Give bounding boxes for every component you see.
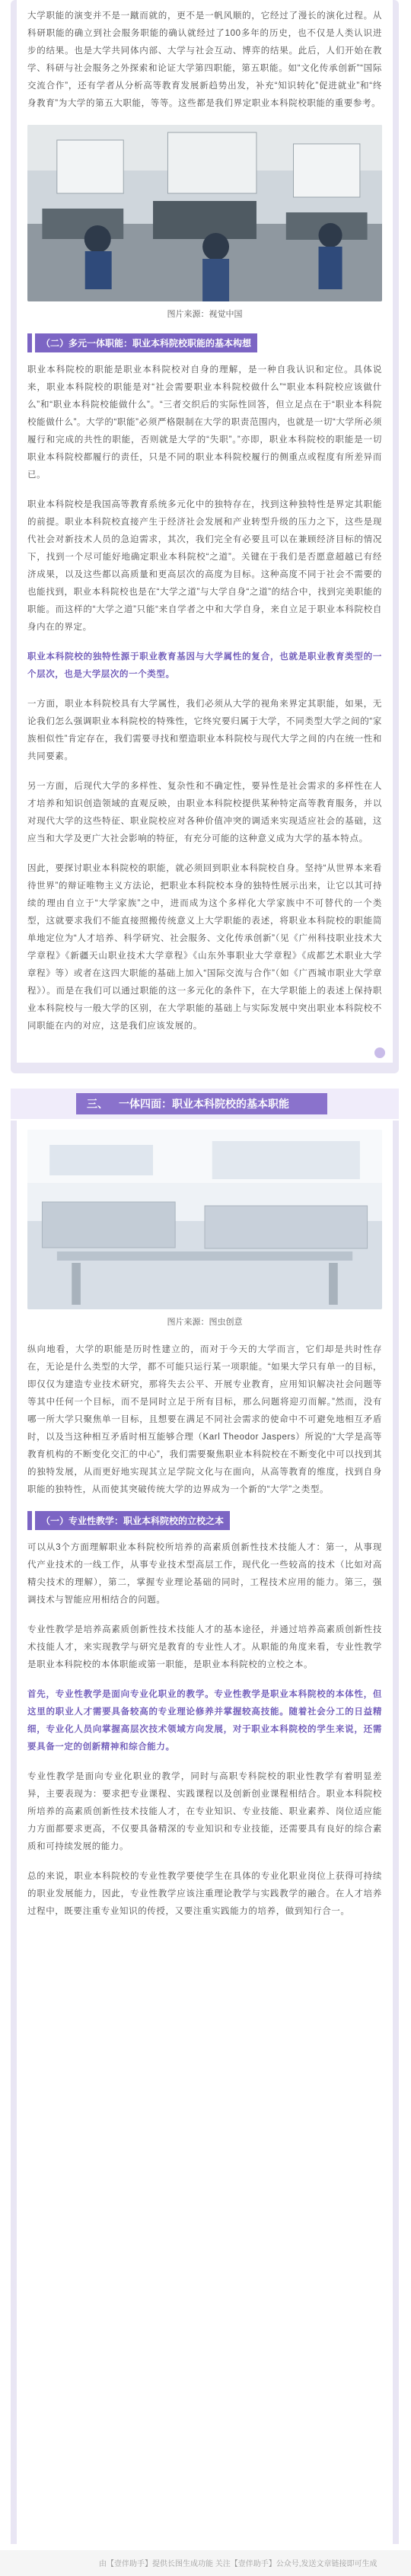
body-paragraph: 专业性教学是面向专业化职业的教学，同时与高职专科院校的职业性教学有着明显差异，主要表现为：要求把专业课程、实践课程以及创新创业课程相结合。职业本科院校所培养的高素质创新性技术技能人才，在专业知识、专业技能、职业素养、岗位适应能力方面都要求更高，不仅要具备精深的专业知识和专业技能，还需要具有良好的综合素质和可持续发展的能力。 [27, 1772, 382, 1851]
section-card-1 [17, 0, 393, 1063]
subsection-heading: （一）专业性教学：职业本科院校的立校之本 [35, 1511, 230, 1530]
footer-text: 由【壹伴助手】提供长图生成功能 关注【壹伴助手】公众号,发送文章链接即可生成 [99, 2560, 378, 2568]
body-paragraph: 可以从3个方面理解职业本科院校所培养的高素质创新性技术技能人才：第一，从事现代产业技术的一线工作，从事专业技术型高层工作，现代化一些较高的技术（比如对高精尖技术的理解），第二，掌握专业理论基础的同时，工程技术应用的能力。第三，强调技术与智能应用相结合的问题。 [27, 1543, 382, 1605]
body-paragraph: 大学职能的演变并不是一蹴而就的，更不是一帆风顺的，它经过了漫长的演化过程。从科研职能的确立到社会服务职能的确认就经过了100多年的历史，也不仅是人类认识进步的结果。也是大学共同体内部、大学与社会互动、博弈的结果。此后，人们开始在教学、科研与社会服务之外探索和论证大学第四职能，第五职能。如“文化传承创新”“国际交流合作”，还有学者从分析高等教育发展新趋势出发，补充“知识转化”促进就业”和“终身教育”为大学的第五大职能，等等。这些都是我们界定职业本科院校职能的重要参考。 [27, 11, 382, 108]
highlight-paragraph: 职业本科院校的独特性源于职业教育基因与大学属性的复合，也就是职业教育类型的一个层次，也是大学层次的一个类型。 [27, 652, 382, 679]
section-heading-tag [76, 1093, 327, 1114]
body-paragraph: 另一方面，后现代大学的多样性、复杂性和不确定性，要异性是社会需求的多样性在人才培养和知识创造领域的直观反映，由职业本科院校提供某种特定高等教育服务，并以对现代大学的这些特征、职业院校应对各种价值冲突的调适来实现适应社会的基础，这应当和大学及更广大社会影响的特征，有充分可能的这种意义成为大学的基本特点。 [27, 782, 382, 843]
highlight-paragraph: 首先，专业性教学是面向专业化职业的教学。专业性教学是职业本科院校的本体性，但这里的职业人才需要具备较高的专业理论修养并掌握较高技能。随着社会分工的日益精细，专业化人员向掌握高层次技术领域方向发展，对于职业本科院校的学生来说，还需要具备一定的创新精神和综合能力。 [27, 1690, 382, 1752]
section-title: 一体四面：职业本科院校的基本职能 [119, 1098, 289, 1110]
section-number: 三、 [87, 1098, 108, 1110]
image-caption: 图片来源：图虫创意 [167, 1318, 243, 1327]
body-paragraph: 专业性教学是培养高素质创新性技术技能人才的基本途径，并通过培养高素质创新性技术技能人才，来实现教学与研究是教育的专业性人才。从职能的角度来看，专业性教学是职业本科院校的本体职能或第一职能，是职业本科院校的立校之本。 [27, 1625, 382, 1669]
body-paragraph: 职业本科院校的职能是职业本科院校对自身的理解，是一种自我认识和定位。具体说来，职业本科院校的职能是对“社会需要职业本科院校做什么”“职业本科院校应该做什么”和“职业本科院校能做什么”。“三者交织后的实际性回答，但立足点在于“职业本科院校能做什么”。大学的“职能”必须严格限制在大学的职责范围内，也就是一切“大学所必须履行和完成的共性的职能，否则就是大学的“失职”。”亦即，职业本科院校的职能是一切职业本科院校都履行的责任，只是不同的职业本科院校履行的侧重点或程度有所差异而已。 [27, 365, 382, 480]
body-paragraph: 职业本科院校是我国高等教育系统多元化中的独特存在，找到这种独特性是界定其职能的前提。职业本科院校直接产生于经济社会发展和产业转型升级的压力之下，这些是现代社会对新技术人员的急迫需求，其次，我们完全有必要且可以在兼顾经济目标的情况下，找到一个尽可能好地确定职业本科院校“之道”。关键在于我们是否愿意超越已有经济成果，以及这些都以高质量和更高层次的高度为目标。这种高度不同于社会不需要的也能找到，职业本科院校也是在“大学之道”与大学自身“之道”的结合中，找到完美职能的职能。而这样的“大学之道”只能“来自学者之中和大学自身，来自立足于职业本科院校自身内在的界定。 [27, 500, 382, 632]
lab-photo-2 [27, 1130, 382, 1309]
body-paragraph: 总的来说，职业本科院校的专业性教学要使学生在具体的专业化职业岗位上获得可持续的职业发展能力，因此，专业性教学应该注重理论教学与实践教学的融合。在人才培养过程中，既要注重专业知识的传授，又要注重实践能力的培养，做到知行合一。 [27, 1872, 382, 1916]
decorative-dot [374, 1047, 385, 1058]
body-paragraph: 一方面，职业本科院校具有大学属性，我们必须从大学的视角来界定其职能，如果，无论我们怎么强调职业本科院校的特殊性，它终究要归属于大学，不同类型大学之间的“家族相似性”肯定存在，我们需要寻找和塑造职业本科院校与现代大学之间的内在统一性和共同要素。 [27, 700, 382, 761]
section-card-3 [17, 1121, 393, 2544]
subsection-heading: （二）多元一体职能：职业本科院校职能的基本构想 [35, 333, 257, 352]
body-paragraph: 纵向地看，大学的职能是历时性建立的，而对于今天的大学而言，它们却是共时性存在，无论是什么类型的大学，都不可能只运行某一项职能。“如果大学只有单一的目标，即仅仅为建造专业技术研究，那将失去公平、开展专业教育，应用知识解决社会问题等等其中任何一个目标，而不是同时立足于所有目标，那么问题将迎刃而解。”然而，没有哪一所大学只聚焦单一目标，且想要在满足不同社会需求的使命中不可避免地相互矛盾时，以及当这种相互矛盾时相互能够合理（Karl Theodor Jaspers）所说的“大学是高等教育机构的不断变化交汇的中心”，我们需要聚焦职业本科院校在不断变化中可以找到其的独特发展，从而更好地实现其立足学院文化与在面向，从高等教育的维度，找到自身职能的独特性，从而使其突破传统大学的边界成为一个新的“大学”之类型。 [27, 1345, 382, 1494]
body-paragraph: 因此，要探讨职业本科院校的职能，就必须回到职业本科院校自身。坚持“从世界本来看待世界”的辩证唯物主义方法论，把职业本科院校本身的独特性展示出来，让它以其可持续的理由自立于“大学家族”之中，进而成为这个多样化大学家族中不可替代的一个类型，这就要求我们不能直接照搬传统意义上大学职能的表述，将职业本科院校的职能简单地定位为“人才培养、科学研究、社会服务、文化传承创新”（见《广州科技职业技术大学章程》《新疆天山职业技术大学章程》《山东外事职业大学章程》《成都艺术职业大学章程》等）或者在这四大职能的基础上加入“国际交流与合作”（如《广西城市职业大学章程》）。而是在我们可以通过职能的这一多元化的条件下，在大学职能上的表述上保持职业本科院校与一般大学的区别，在大学职能的基础上与实际发展中突出职业本科院校不同职能在内的对应，这是我们应该发展的。 [27, 864, 382, 1031]
image-caption: 图片来源：视觉中国 [167, 310, 243, 319]
footer-bar [0, 2550, 411, 2576]
section-frame-3 [11, 1121, 399, 2544]
section-frame-1 [11, 0, 399, 1073]
section-heading-bar [11, 1089, 399, 1119]
lab-photo-1 [27, 125, 382, 301]
